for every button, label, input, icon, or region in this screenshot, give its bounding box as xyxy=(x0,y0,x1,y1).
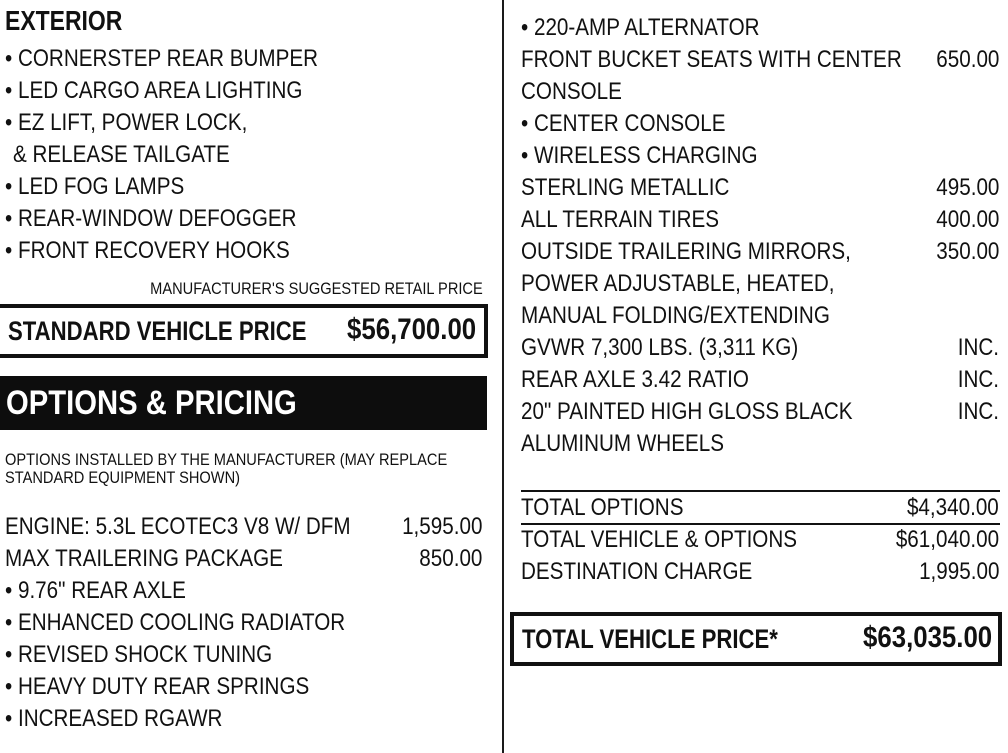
option-label: • ENHANCED COOLING RADIATOR xyxy=(5,609,346,636)
exterior-item: • LED FOG LAMPS xyxy=(5,173,185,200)
standard-price-label: STANDARD VEHICLE PRICE xyxy=(8,316,307,346)
option-label: OUTSIDE TRAILERING MIRRORS, xyxy=(521,238,851,265)
option-price: 350.00 xyxy=(935,238,999,265)
destination-charge-value: 1,995.00 xyxy=(918,558,999,585)
option-label: MANUAL FOLDING/EXTENDING xyxy=(521,302,830,329)
option-label: POWER ADJUSTABLE, HEATED, xyxy=(521,270,835,297)
option-label: STERLING METALLIC xyxy=(521,174,730,201)
option-label: • INCREASED RGAWR xyxy=(5,705,223,732)
options-pricing-banner xyxy=(0,376,487,430)
option-label: • REVISED SHOCK TUNING xyxy=(5,641,273,668)
option-label: • 220-AMP ALTERNATOR xyxy=(521,14,760,41)
exterior-item: • EZ LIFT, POWER LOCK, xyxy=(5,109,248,136)
exterior-item: & RELEASE TAILGATE xyxy=(13,141,230,168)
exterior-item: • LED CARGO AREA LIGHTING xyxy=(5,77,303,104)
option-label: • 9.76" REAR AXLE xyxy=(5,577,186,604)
total-vehicle-price-box xyxy=(510,612,1002,666)
total-options-value: $4,340.00 xyxy=(907,494,999,521)
option-label: ALL TERRAIN TIRES xyxy=(521,206,720,233)
option-price: 1,595.00 xyxy=(401,513,482,540)
option-label: ALUMINUM WHEELS xyxy=(521,430,724,457)
option-price: 850.00 xyxy=(418,545,482,572)
option-label: • HEAVY DUTY REAR SPRINGS xyxy=(5,673,310,700)
total-vehicle-options-label: TOTAL VEHICLE & OPTIONS xyxy=(521,526,798,553)
option-label: MAX TRAILERING PACKAGE xyxy=(5,545,283,572)
options-pricing-title: OPTIONS & PRICING xyxy=(6,384,297,422)
option-label: GVWR 7,300 LBS. (3,311 KG) xyxy=(521,334,799,361)
total-vehicle-price-label: TOTAL VEHICLE PRICE* xyxy=(522,624,778,654)
destination-charge-label: DESTINATION CHARGE xyxy=(521,558,753,585)
standard-price-value: $56,700.00 xyxy=(346,313,476,346)
column-divider xyxy=(502,0,504,753)
option-label: CONSOLE xyxy=(521,78,622,105)
standard-price-box xyxy=(0,304,488,358)
total-options-label: TOTAL OPTIONS xyxy=(521,494,684,521)
exterior-item: • CORNERSTEP REAR BUMPER xyxy=(5,45,319,72)
option-label: • WIRELESS CHARGING xyxy=(521,142,758,169)
msrp-note: MANUFACTURER'S SUGGESTED RETAIL PRICE xyxy=(150,279,483,298)
option-label: • CENTER CONSOLE xyxy=(521,110,726,137)
option-price: INC. xyxy=(957,334,999,361)
option-price: 495.00 xyxy=(935,174,999,201)
option-price: 650.00 xyxy=(935,46,999,73)
total-vehicle-price-value: $63,035.00 xyxy=(862,621,992,654)
total-vehicle-options-value: $61,040.00 xyxy=(895,526,999,553)
option-label: REAR AXLE 3.42 RATIO xyxy=(521,366,749,393)
option-price: INC. xyxy=(957,366,999,393)
exterior-item: • FRONT RECOVERY HOOKS xyxy=(5,237,290,264)
option-label: ENGINE: 5.3L ECOTEC3 V8 W/ DFM xyxy=(5,513,351,540)
options-note-line-1: OPTIONS INSTALLED BY THE MANUFACTURER (MAY REPLACE xyxy=(5,450,448,469)
option-price: INC. xyxy=(957,398,999,425)
option-label: 20" PAINTED HIGH GLOSS BLACK xyxy=(521,398,853,425)
option-price: 400.00 xyxy=(935,206,999,233)
exterior-item: • REAR-WINDOW DEFOGGER xyxy=(5,205,297,232)
exterior-heading: EXTERIOR xyxy=(5,5,123,36)
option-label: FRONT BUCKET SEATS WITH CENTER xyxy=(521,46,902,73)
options-note-line-2: STANDARD EQUIPMENT SHOWN) xyxy=(5,468,241,487)
